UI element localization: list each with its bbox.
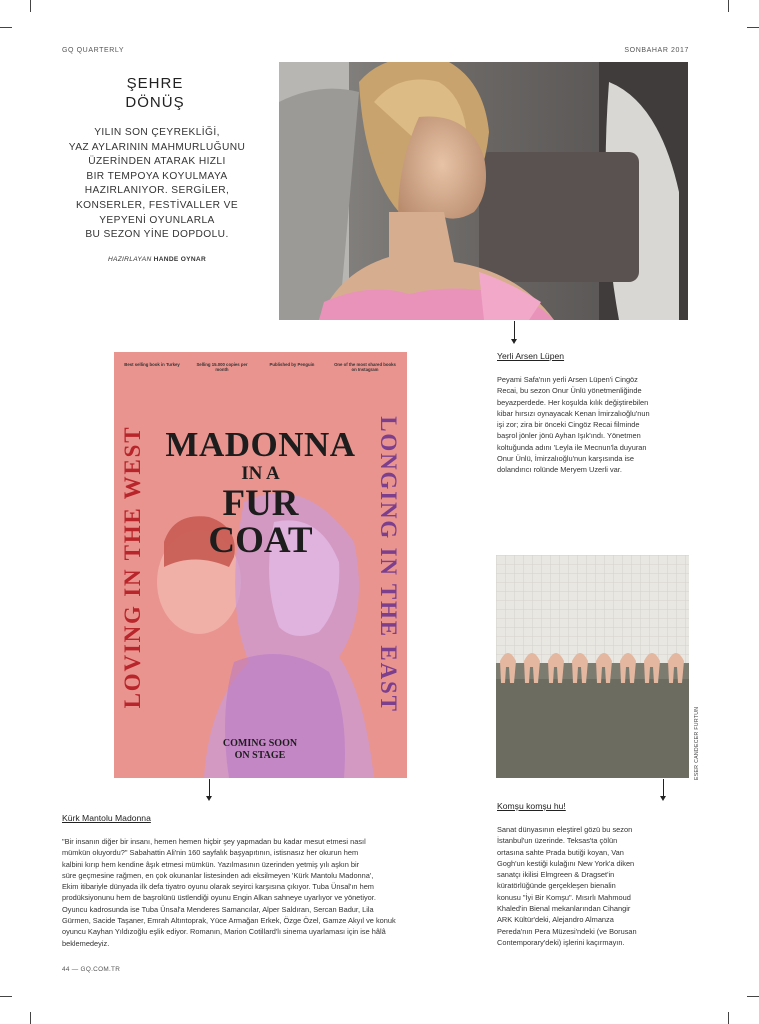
body-line: işi zor; zira bir önceki Cingöz Recai filminde — [497, 420, 640, 430]
body-line: koltuğunda adını 'Leyla ile Mecnun'la duyuran — [497, 442, 647, 452]
body-line: Sanat dünyasının eleştirel gözü bu sezon — [497, 825, 633, 834]
section-body-arsen — [497, 374, 727, 476]
body-line: beklemedeyiz. — [62, 938, 110, 948]
body-line: kalbini kırıp hem kendine âşık etmesi mümkün. Yazılmasının üzerinden yetmiş yılı aşkın bir — [62, 859, 360, 869]
intro-line: YILIN SON ÇEYREKLİĞİ, — [94, 127, 220, 138]
body-line: süre geçmesine rağmen, en çok okunanlar listesinden adı eksilmeyen 'Kürk Mantolu Madonna', — [62, 870, 374, 880]
cover-badge: Best selling book in Turkey — [124, 362, 180, 367]
photo-art-installation — [496, 555, 689, 778]
page-footer: 44 — GQ.COM.TR — [62, 966, 121, 973]
body-line: Peyami Safa'nın yerli Arsen Lüpen'i Cingöz — [497, 375, 638, 384]
body-line: Recai, bu sezon Onur Ünlü yönetmenliğinde — [497, 386, 642, 396]
cover-title-line: MADONNA — [165, 425, 356, 464]
title-line: ŞEHRE — [126, 75, 184, 92]
cover-side-text-right: LONGING IN THE EAST — [376, 416, 401, 713]
crop-mark — [747, 27, 759, 28]
body-line: Onur Ünlü, İmirzalıoğlu'nun karşısında ise — [497, 454, 634, 464]
body-line: konusu "İyi Bir Komşu". Mısırlı Mahmoud — [497, 892, 631, 902]
body-line: başrol jönler jönü Ayhan Işık'ındı. Yönetmen — [497, 431, 641, 441]
section-title-madonna: Kürk Mantolu Madonna — [62, 813, 151, 823]
cover-title-line: COAT — [208, 520, 313, 561]
cover-bottom-line: COMING SOON — [222, 738, 298, 749]
header-publication: GQ QUARTERLY — [62, 47, 125, 54]
crop-mark — [747, 996, 759, 997]
cover-badge: One of the most shared books on Instagram — [334, 362, 396, 373]
body-line: Pereda'nın Pera Müzesi'ndeki (ve Borusan — [497, 926, 637, 936]
byline-prefix: HAZIRLAYAN — [107, 256, 152, 263]
section-title-arsen: Yerli Arsen Lüpen — [497, 351, 565, 361]
crop-mark — [728, 1012, 729, 1024]
cover-bottom-text — [210, 738, 310, 762]
section-body-komsu — [497, 824, 717, 948]
body-line: oyuncu Kayhan Yıldızoğlu eşlik ediyor. Romanın, Marion Cotillard'lı sinema uyarlaması için ise hâlâ — [62, 927, 386, 937]
intro-line: KONSERLER, FESTİVALLER VE — [75, 199, 239, 211]
body-line: dolandırıcı rolünde Meryem Uzerli var. — [497, 465, 622, 475]
crop-mark — [728, 0, 729, 12]
body-line: beyazperdede. Her koşulda kılık değiştirebilen — [497, 397, 649, 407]
body-line: küratörlüğünde gerçekleşen bienalin — [497, 881, 616, 891]
page-title — [105, 74, 205, 112]
cover-badge: Selling 15.000 copies per month — [196, 362, 248, 373]
cover-badge: Published by Penguin — [269, 362, 315, 367]
title-line: DÖNÜŞ — [125, 94, 185, 111]
intro-line: YAZ AYLARININ MAHMURLUĞUNU — [68, 141, 246, 153]
body-line: "Bir insanın diğer bir insanı, hemen hemen hiçbir şey yapmadan bu kadar mesut etmesi nasıl — [62, 837, 366, 846]
byline — [62, 256, 252, 263]
body-line: Oyuncu kadrosunda ise Tuba Ünsal'a Menderes Samancılar, Alper Saldıran, Sercan Badur, Lila — [62, 904, 374, 914]
intro-text — [62, 126, 252, 243]
cover-side-text-left: LOVING IN THE WEST — [120, 425, 145, 709]
cover-title-line: FUR — [222, 483, 299, 524]
section-body-madonna — [62, 836, 482, 949]
intro-line: BIR TEMPOYA KOYULMAYA — [86, 170, 228, 182]
byline-name: HANDE OYNAR — [153, 256, 207, 263]
body-line: İstanbul'un üzerinde. Teksas'ta çölün — [497, 836, 618, 846]
body-line: Contemporary'deki) işlerini kaçırmayın. — [497, 937, 625, 947]
body-line: ortasına sahte Prada butiği koyan, Van — [497, 847, 624, 857]
intro-line: ÜZERİNDEN ATARAK HIZLI — [88, 156, 226, 168]
body-line: Khaled'in Bienal mekanlarından Cihangir — [497, 904, 631, 914]
book-cover-image — [114, 352, 407, 778]
body-line: Gogh'un kestiği kulağını New York'a diken — [497, 858, 635, 868]
body-line: prodüksiyonunu hem de başrolünü üstlendiği oyunu Engin Alkan sahneye uyarlıyor ve yönetiyor. — [62, 893, 376, 903]
crop-mark — [30, 0, 31, 12]
body-line: Gürmen, Sacide Taşaner, Emrah Altıntoprak, Yüce Armağan Erkek, Özge Özel, Gamze Akyıl ve konuk — [62, 916, 396, 926]
cover-bottom-line: ON STAGE — [234, 750, 286, 761]
body-line: ARK Kültür'deki, Alejandro Almanza — [497, 915, 614, 925]
crop-mark — [0, 27, 12, 28]
body-line: mümkün oluyordu?" Sabahattin Ali'nin 160 sayfalık başyapıtının, istisnasız her okurun hem — [62, 848, 359, 858]
photo-credit: ESER CANDECER FURTUN — [694, 706, 700, 780]
intro-line: HAZIRLANIYOR. SERGİLER, — [84, 185, 230, 197]
body-line: sanatçı ikilisi Elmgreen & Dragset'in — [497, 870, 615, 880]
body-line: kibar hırsızı oynayacak Kenan İmirzalıoğlu'nun — [497, 408, 650, 418]
cover-title-line: IN A — [241, 463, 280, 484]
section-title-komsu: Komşu komşu hu! — [497, 801, 566, 811]
crop-mark — [0, 996, 12, 997]
caption-arrow — [209, 779, 210, 797]
caption-arrow — [514, 321, 515, 340]
intro-line: BU SEZON YİNE DOPDOLU. — [85, 229, 229, 241]
body-line: Ekim itibariyle dünyada ilk defa tiyatro oyunu olarak seyirci karşısına çıkıyor. Tuba Ünsal'ın hem — [62, 882, 374, 892]
header-season: SONBAHAR 2017 — [624, 47, 689, 54]
crop-mark — [30, 1012, 31, 1024]
intro-line: YEPYENİ OYUNLARLA — [99, 214, 215, 226]
photo-woman-in-car — [279, 62, 688, 320]
cover-title — [154, 427, 367, 559]
caption-arrow — [663, 779, 664, 797]
